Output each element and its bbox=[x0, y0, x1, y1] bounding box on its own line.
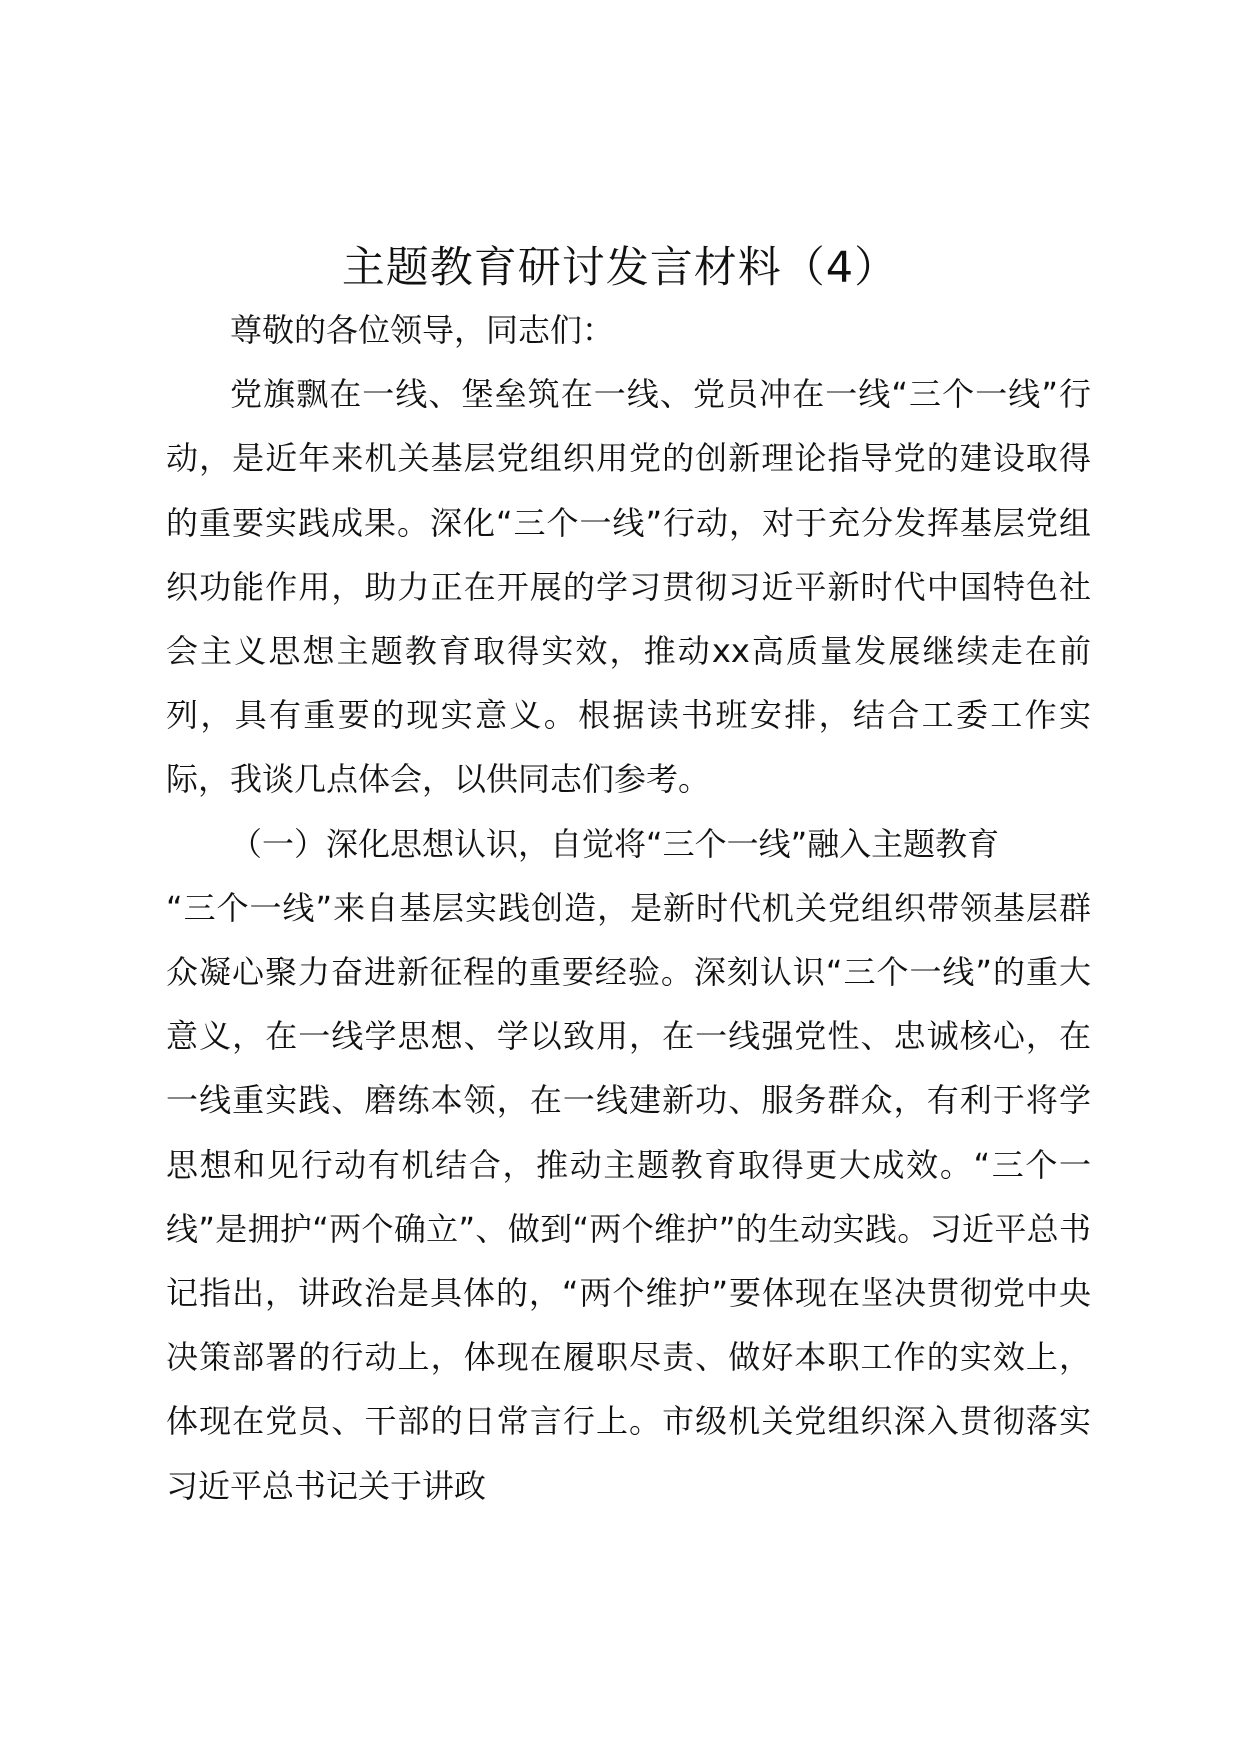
document-body bbox=[166, 298, 1091, 1518]
section-heading: （一）深化思想认识，自觉将“三个一线”融入主题教育 bbox=[230, 824, 1000, 863]
intro-paragraph: 党旗飘在一线、堡垒筑在一线、党员冲在一线“三个一线”行动，是近年来机关基层党组织用党的创新理论指导党的建设取得的重要实践成果。深化“三个一线”行动，对于充分发挥基层党组织功能作用，助力正在开展的学习贯彻习近平新时代中国特色社会主义思想主题教育取得实效，推动xx高质量发展继续走在前列，具有重要的现实意义。根据读书班安排，结合工委工作实际，我谈几点体会，以供同志们参考。 bbox=[166, 375, 1091, 799]
document-title: 主题教育研讨发言材料（4） bbox=[341, 243, 899, 293]
section-paragraph: “三个一线”来自基层实践创造，是新时代机关党组织带领基层群众凝心聚力奋进新征程的重要经验。深刻认识“三个一线”的重大意义，在一线学思想、学以致用，在一线强党性、忠诚核心，在一线重实践、磨练本领，在一线建新功、服务群众，有利于将学思想和见行动有机结合，推动主题教育取得更大成效。“三个一线”是拥护“两个确立”、做到“两个维护”的生动实践。习近平总书记指出，讲政治是具体的，“两个维护”要体现在坚决贯彻党中央决策部署的行动上，体现在履职尽责、做好本职工作的实效上，体现在党员、干部的日常言行上。市级机关党组织深入贯彻落实习近平总书记关于讲政 bbox=[166, 888, 1091, 1505]
salutation: 尊敬的各位领导，同志们： bbox=[230, 311, 615, 349]
